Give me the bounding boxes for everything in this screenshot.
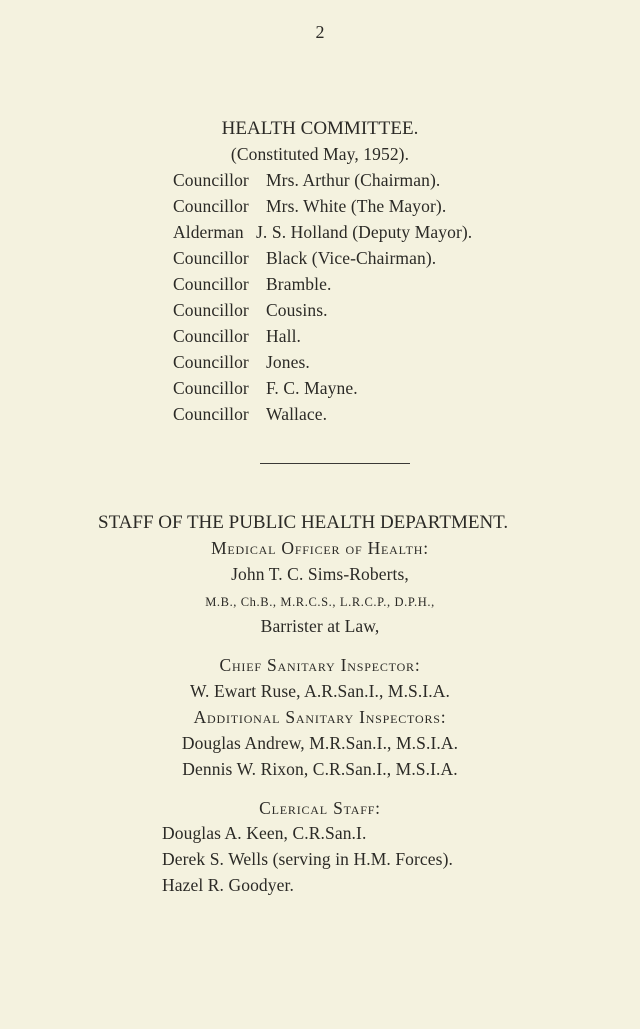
committee-title: HEALTH COMMITTEE. [221, 118, 419, 139]
section-divider [260, 463, 410, 464]
member-role: Councillor [173, 170, 249, 190]
member-role: Councillor [173, 404, 249, 424]
clerical-item: Derek S. Wells (serving in H.M. Forces). [162, 849, 453, 869]
staff-title: STAFF OF THE PUBLIC HEALTH DEPARTMENT. [98, 512, 509, 533]
member-name: Jones. [266, 352, 310, 372]
member-role: Councillor [173, 274, 249, 294]
moh-name: John T. C. Sims-Roberts, [231, 564, 409, 584]
member-role: Councillor [173, 352, 249, 372]
clerical-item: Hazel R. Goodyer. [162, 875, 294, 895]
member-name: Wallace. [266, 404, 328, 424]
committee-constituted: (Constituted May, 1952). [230, 144, 410, 164]
clerical-heading: Clerical Staff: [259, 798, 381, 818]
asi-heading: Additional Sanitary Inspectors: [193, 707, 447, 727]
member-name: Mrs. Arthur (Chairman). [266, 170, 441, 190]
asi-name-2: Dennis W. Rixon, C.R.San.I., M.S.I.A. [182, 759, 458, 779]
member-name: Cousins. [266, 300, 328, 320]
member-name: Bramble. [266, 274, 332, 294]
member-name: J. S. Holland (Deputy Mayor). [256, 222, 473, 242]
csi-heading: Chief Sanitary Inspector: [219, 655, 421, 675]
asi-name-1: Douglas Andrew, M.R.San.I., M.S.I.A. [181, 733, 459, 753]
member-name: Hall. [266, 326, 302, 346]
member-role: Councillor [173, 326, 249, 346]
member-role: Councillor [173, 248, 249, 268]
member-role: Councillor [173, 378, 249, 398]
moh-qualifications: M.B., Ch.B., M.R.C.S., L.R.C.P., D.P.H., [205, 595, 435, 609]
moh-heading: Medical Officer of Health: [211, 538, 429, 558]
member-role: Councillor [173, 196, 249, 216]
moh-barrister: Barrister at Law, [260, 616, 380, 636]
member-name: F. C. Mayne. [266, 378, 358, 398]
page-number: 2 [315, 22, 325, 42]
member-name: Black (Vice-Chairman). [266, 248, 437, 268]
member-role: Councillor [173, 300, 249, 320]
csi-name: W. Ewart Ruse, A.R.San.I., M.S.I.A. [189, 681, 450, 701]
member-role: Alderman [173, 222, 244, 242]
member-name: Mrs. White (The Mayor). [266, 196, 447, 216]
clerical-item: Douglas A. Keen, C.R.San.I. [162, 823, 367, 843]
